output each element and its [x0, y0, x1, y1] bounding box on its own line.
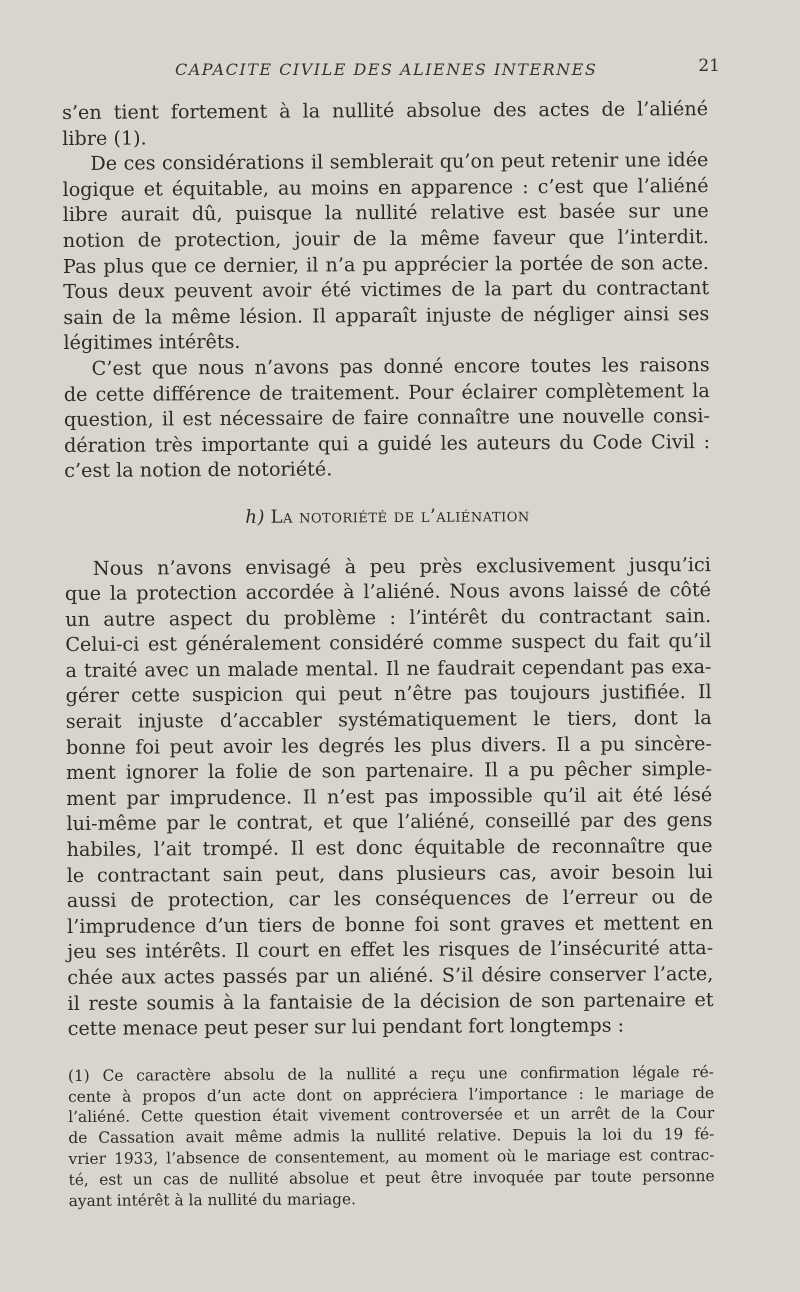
text-line: gérer cette suspicion qui peut n’être pas toujours justifiée. Il [65, 680, 712, 708]
section-heading [64, 502, 710, 532]
running-title: CAPACITE CIVILE DES ALIENES INTERNES [175, 60, 598, 79]
text-line: C’est que nous n’avons pas donné encore toutes les raisons [91, 352, 710, 380]
text-line: serait injuste d’accabler systématiquement le tiers, dont la [65, 706, 712, 734]
text-line: que la protection accordée à l’aliéné. Nous avons laissé de côté [64, 578, 712, 606]
text-line: question, il est nécessaire de faire connaître une nouvelle consi- [63, 404, 711, 432]
footnote-line: cente à propos d’un acte dont on appréciera l’importance : le mariage de [68, 1083, 715, 1106]
text-line: sain de la même lésion. Il apparaît injuste de négliger ainsi ses [63, 301, 710, 329]
text-line: un autre aspect du problème : l’intérêt du contractant sain. [65, 603, 712, 631]
text-line: logique et équitable, au moins en apparence : c’est que l’aliéné [62, 173, 709, 201]
text-line: libre (1). [62, 126, 147, 150]
text-line: ment par imprudence. Il n’est pas impossible qu’il ait été lésé [66, 782, 713, 810]
footnote-line: (1) Ce caractère absolu de la nullité a reçu une confirmation légale ré- [67, 1062, 715, 1085]
page-body [62, 96, 715, 1211]
text-line: De ces considérations il semblerait qu’on peut retenir une idée [90, 148, 709, 176]
section-heading-title: La notoriété de l’aliénation [270, 505, 530, 528]
text-line: chée aux actes passés par un aliéné. S’il désire conserver l’acte, [67, 962, 714, 989]
page-number: 21 [698, 56, 720, 76]
text-line: bonne foi peut avoir les degrés les plus divers. Il a pu sincère- [65, 731, 713, 759]
footnote-line: l’aliéné. Cette question était vivement controversée et un arrêt de la Cour [68, 1104, 715, 1127]
text-line: libre aurait dû, puisque la nullité relative est basée sur une [62, 199, 709, 227]
text-line: c’est la notion de notoriété. [64, 457, 333, 483]
text-line: le contractant sain peut, dans plusieurs cas, avoir besoin lui [66, 859, 713, 887]
footnote [68, 1062, 715, 1212]
footnote-line: vrier 1933, l’absence de consentement, au moment où le mariage est contrac- [68, 1146, 715, 1168]
text-line: Pas plus que ce dernier, il n’a pu apprécier la portée de son acte. [62, 250, 710, 278]
text-line: l’imprudence d’un tiers de bonne foi sont graves et mettent en [66, 910, 714, 938]
paragraph-3 [64, 352, 711, 484]
text-line: aussi de protection, car les conséquences de l’erreur ou de [66, 885, 713, 913]
text-line: jeu ses intérêts. Il court en effet les risques de l’insécurité atta- [67, 936, 714, 964]
text-line: Celui-ci est généralement considéré comme suspect du fait qu’il [65, 629, 712, 657]
text-line: lui-même par le contrat, et que l’aliéné, conseillé par des gens [66, 808, 713, 836]
footnote-line: té, est un cas de nullité absolue et peut être invoquée par toute personne [68, 1166, 715, 1189]
text-line: Nous n’avons envisagé à peu près exclusivement jusqu’ici [92, 552, 711, 580]
text-line: cette menace peut peser sur lui pendant fort longtemps : [67, 1013, 625, 1041]
section-heading-letter: h) [245, 506, 266, 528]
text-line: légitimes intérêts. [63, 330, 241, 355]
paragraph-4 [65, 552, 714, 1042]
text-line: a traité avec un malade mental. Il ne faudrait cependant pas exa- [65, 654, 712, 682]
text-line: Tous deux peuvent avoir été victimes de la part du contractant [63, 276, 710, 304]
text-line: il reste soumis à la fantaisie de la décision de son partenaire et [67, 987, 714, 1015]
paragraph-1 [62, 96, 708, 151]
text-line: notion de protection, jouir de la même faveur que l’interdit. [62, 225, 709, 252]
text-line: dération très importante qui a guidé les auteurs du Code Civil : [64, 429, 711, 457]
text-line: ment ignorer la folie de son partenaire. Il a pu pêcher simple- [66, 757, 713, 785]
footnote-line: ayant intérêt à la nullité du mariage. [68, 1189, 357, 1210]
page-header [60, 56, 720, 86]
footnote-line: de Cassation avait même admis la nullité relative. Depuis la loi du 19 fé- [68, 1125, 715, 1148]
text-line: s’en tient fortement à la nullité absolue des actes de l’aliéné [62, 97, 709, 124]
text-line: de cette différence de traitement. Pour éclairer complètement la [63, 378, 710, 406]
paragraph-2 [62, 147, 709, 356]
text-line: habiles, l’ait trompé. Il est donc équitable de reconnaître que [66, 834, 713, 862]
